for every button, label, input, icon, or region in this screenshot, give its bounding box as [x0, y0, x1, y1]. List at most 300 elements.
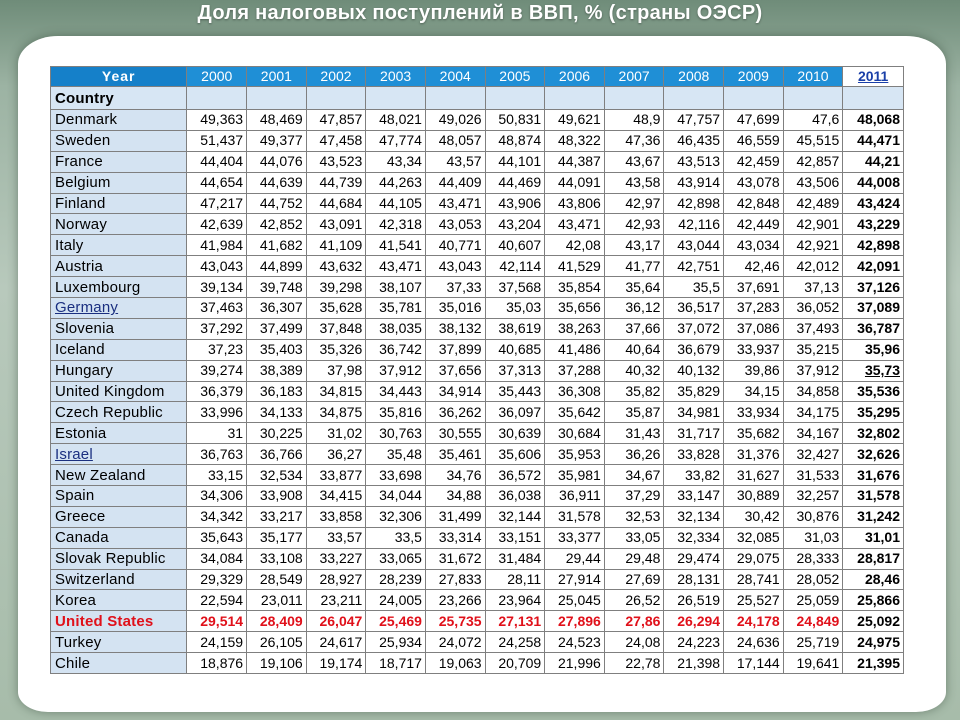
value-cell: 25,092 — [843, 611, 904, 632]
empty-cell — [604, 87, 664, 110]
value-cell: 43,471 — [425, 193, 485, 214]
empty-cell — [187, 87, 247, 110]
value-cell: 25,719 — [783, 632, 843, 653]
year-header: 2006 — [545, 67, 605, 87]
value-cell: 18,717 — [366, 653, 426, 674]
value-cell: 31,578 — [843, 486, 904, 507]
value-cell: 33,828 — [664, 444, 724, 465]
value-cell: 31,01 — [843, 527, 904, 548]
value-cell: 48,021 — [366, 110, 426, 131]
year-header: 2000 — [187, 67, 247, 87]
tax-revenue-table — [50, 66, 904, 674]
value-cell: 31,376 — [724, 444, 784, 465]
value-cell: 37,848 — [306, 318, 366, 339]
value-cell: 30,763 — [366, 423, 426, 444]
value-cell: 24,523 — [545, 632, 605, 653]
value-cell: 32,427 — [783, 444, 843, 465]
value-cell: 40,132 — [664, 360, 724, 381]
value-cell: 47,458 — [306, 130, 366, 151]
value-cell: 37,23 — [187, 339, 247, 360]
value-cell: 28,741 — [724, 569, 784, 590]
table-row — [51, 444, 904, 465]
value-cell: 37,912 — [366, 360, 426, 381]
table-row — [51, 339, 904, 360]
value-cell: 40,64 — [604, 339, 664, 360]
value-cell: 49,363 — [187, 110, 247, 131]
country-name: Luxembourg — [51, 277, 187, 298]
value-cell: 33,147 — [664, 486, 724, 507]
value-cell: 34,342 — [187, 506, 247, 527]
table-row — [51, 402, 904, 423]
value-cell: 37,313 — [485, 360, 545, 381]
value-cell: 33,937 — [724, 339, 784, 360]
value-cell: 44,091 — [545, 172, 605, 193]
value-cell: 48,469 — [247, 110, 307, 131]
value-cell: 29,075 — [724, 548, 784, 569]
empty-cell — [247, 87, 307, 110]
value-cell: 37,493 — [783, 318, 843, 339]
value-cell: 34,167 — [783, 423, 843, 444]
value-cell: 33,82 — [664, 465, 724, 486]
country-name: Norway — [51, 214, 187, 235]
country-name: Switzerland — [51, 569, 187, 590]
value-cell: 36,766 — [247, 444, 307, 465]
value-cell: 35,643 — [187, 527, 247, 548]
country-name: Slovenia — [51, 318, 187, 339]
value-cell: 42,93 — [604, 214, 664, 235]
value-cell: 28,409 — [247, 611, 307, 632]
empty-cell — [843, 87, 904, 110]
value-cell: 43,043 — [187, 256, 247, 277]
value-cell: 36,183 — [247, 381, 307, 402]
value-cell: 37,912 — [783, 360, 843, 381]
value-cell: 37,33 — [425, 277, 485, 298]
year-corner-label: Year — [51, 67, 187, 87]
value-cell: 25,866 — [843, 590, 904, 611]
value-cell: 28,052 — [783, 569, 843, 590]
year-header: 2007 — [604, 67, 664, 87]
value-cell: 43,906 — [485, 193, 545, 214]
value-cell: 44,263 — [366, 172, 426, 193]
value-cell: 44,469 — [485, 172, 545, 193]
value-cell: 29,44 — [545, 548, 605, 569]
value-cell: 36,038 — [485, 486, 545, 507]
value-cell: 35,443 — [485, 381, 545, 402]
value-cell: 36,12 — [604, 298, 664, 319]
value-cell: 35,403 — [247, 339, 307, 360]
value-cell: 26,047 — [306, 611, 366, 632]
value-cell: 47,699 — [724, 110, 784, 131]
empty-cell — [425, 87, 485, 110]
value-cell: 37,072 — [664, 318, 724, 339]
value-cell: 29,474 — [664, 548, 724, 569]
value-cell: 26,519 — [664, 590, 724, 611]
country-name: Canada — [51, 527, 187, 548]
value-cell: 27,131 — [485, 611, 545, 632]
title-band — [0, 0, 960, 40]
value-cell: 24,258 — [485, 632, 545, 653]
value-cell: 44,471 — [843, 130, 904, 151]
year-header: 2010 — [783, 67, 843, 87]
value-cell: 24,159 — [187, 632, 247, 653]
value-cell: 31,533 — [783, 465, 843, 486]
value-cell: 43,471 — [545, 214, 605, 235]
value-cell: 42,449 — [724, 214, 784, 235]
value-cell: 27,914 — [545, 569, 605, 590]
value-cell: 25,059 — [783, 590, 843, 611]
year-header: 2001 — [247, 67, 307, 87]
value-cell: 35,326 — [306, 339, 366, 360]
year-header-2011[interactable]: 2011 — [843, 67, 904, 87]
value-cell: 44,101 — [485, 151, 545, 172]
table-row — [51, 360, 904, 381]
value-cell: 36,308 — [545, 381, 605, 402]
value-cell: 42,898 — [843, 235, 904, 256]
value-cell: 31,484 — [485, 548, 545, 569]
value-cell: 38,263 — [545, 318, 605, 339]
country-name: Austria — [51, 256, 187, 277]
value-cell: 30,555 — [425, 423, 485, 444]
table-row — [51, 486, 904, 507]
value-cell: 42,751 — [664, 256, 724, 277]
value-cell: 31,02 — [306, 423, 366, 444]
value-cell: 35,5 — [664, 277, 724, 298]
value-cell: 35,461 — [425, 444, 485, 465]
value-cell: 44,639 — [247, 172, 307, 193]
empty-cell — [485, 87, 545, 110]
table-row — [51, 548, 904, 569]
value-cell: 36,27 — [306, 444, 366, 465]
value-cell: 43,034 — [724, 235, 784, 256]
country-name: Greece — [51, 506, 187, 527]
value-cell: 31,242 — [843, 506, 904, 527]
value-cell: 40,32 — [604, 360, 664, 381]
table-row — [51, 381, 904, 402]
table-row — [51, 632, 904, 653]
value-cell: 31,578 — [545, 506, 605, 527]
value-cell: 29,514 — [187, 611, 247, 632]
value-cell: 36,097 — [485, 402, 545, 423]
value-cell: 38,035 — [366, 318, 426, 339]
value-cell: 40,607 — [485, 235, 545, 256]
empty-cell — [664, 87, 724, 110]
value-cell: 31 — [187, 423, 247, 444]
value-cell: 32,144 — [485, 506, 545, 527]
value-cell: 25,469 — [366, 611, 426, 632]
value-cell: 32,334 — [664, 527, 724, 548]
value-cell: 36,911 — [545, 486, 605, 507]
country-name: Korea — [51, 590, 187, 611]
table-row — [51, 298, 904, 319]
value-cell: 27,833 — [425, 569, 485, 590]
value-cell: 33,227 — [306, 548, 366, 569]
value-cell: 43,513 — [664, 151, 724, 172]
value-cell: 29,329 — [187, 569, 247, 590]
value-cell: 32,306 — [366, 506, 426, 527]
value-cell: 35,96 — [843, 339, 904, 360]
value-cell: 38,132 — [425, 318, 485, 339]
value-cell: 43,523 — [306, 151, 366, 172]
value-cell: 36,517 — [664, 298, 724, 319]
value-cell: 37,13 — [783, 277, 843, 298]
value-cell: 33,5 — [366, 527, 426, 548]
value-cell: 35,656 — [545, 298, 605, 319]
value-cell: 41,541 — [366, 235, 426, 256]
value-cell: 31,627 — [724, 465, 784, 486]
value-cell: 43,806 — [545, 193, 605, 214]
value-cell: 36,679 — [664, 339, 724, 360]
value-cell: 37,126 — [843, 277, 904, 298]
value-cell: 28,131 — [664, 569, 724, 590]
value-cell: 28,549 — [247, 569, 307, 590]
value-cell: 19,641 — [783, 653, 843, 674]
value-cell: 43,229 — [843, 214, 904, 235]
country-name: Turkey — [51, 632, 187, 653]
value-cell: 42,46 — [724, 256, 784, 277]
value-cell: 47,774 — [366, 130, 426, 151]
table-row — [51, 172, 904, 193]
value-cell: 47,6 — [783, 110, 843, 131]
country-name: Czech Republic — [51, 402, 187, 423]
country-name: Estonia — [51, 423, 187, 444]
value-cell: 32,53 — [604, 506, 664, 527]
value-cell: 22,78 — [604, 653, 664, 674]
value-cell: 36,572 — [485, 465, 545, 486]
value-cell: 42,639 — [187, 214, 247, 235]
value-cell: 31,717 — [664, 423, 724, 444]
value-cell: 34,914 — [425, 381, 485, 402]
empty-cell — [306, 87, 366, 110]
value-cell: 42,489 — [783, 193, 843, 214]
value-cell: 30,889 — [724, 486, 784, 507]
value-cell: 42,848 — [724, 193, 784, 214]
country-name: Denmark — [51, 110, 187, 131]
value-cell: 34,443 — [366, 381, 426, 402]
value-cell: 35,48 — [366, 444, 426, 465]
value-cell: 41,486 — [545, 339, 605, 360]
value-cell: 35,03 — [485, 298, 545, 319]
value-cell: 47,757 — [664, 110, 724, 131]
country-column-label: Country — [51, 87, 187, 110]
value-cell: 31,43 — [604, 423, 664, 444]
table-row — [51, 130, 904, 151]
value-cell: 41,77 — [604, 256, 664, 277]
value-cell: 25,934 — [366, 632, 426, 653]
value-cell: 26,52 — [604, 590, 664, 611]
value-cell: 37,292 — [187, 318, 247, 339]
value-cell: 47,217 — [187, 193, 247, 214]
value-cell: 34,084 — [187, 548, 247, 569]
value-cell: 43,424 — [843, 193, 904, 214]
value-cell: 46,435 — [664, 130, 724, 151]
value-cell: 31,672 — [425, 548, 485, 569]
value-cell: 48,068 — [843, 110, 904, 131]
value-cell: 37,98 — [306, 360, 366, 381]
value-cell: 24,849 — [783, 611, 843, 632]
value-cell: 35,781 — [366, 298, 426, 319]
table-row — [51, 214, 904, 235]
value-cell: 24,617 — [306, 632, 366, 653]
value-cell: 40,685 — [485, 339, 545, 360]
value-cell: 41,984 — [187, 235, 247, 256]
value-cell: 44,105 — [366, 193, 426, 214]
value-cell: 29,48 — [604, 548, 664, 569]
value-cell: 26,294 — [664, 611, 724, 632]
value-cell: 35,64 — [604, 277, 664, 298]
value-cell: 35,536 — [843, 381, 904, 402]
value-cell: 33,877 — [306, 465, 366, 486]
value-cell: 22,594 — [187, 590, 247, 611]
value-cell: 43,17 — [604, 235, 664, 256]
value-cell: 37,899 — [425, 339, 485, 360]
value-cell: 48,874 — [485, 130, 545, 151]
value-cell: 51,437 — [187, 130, 247, 151]
value-cell: 26,105 — [247, 632, 307, 653]
value-cell: 44,739 — [306, 172, 366, 193]
value-cell: 43,204 — [485, 214, 545, 235]
value-cell: 39,298 — [306, 277, 366, 298]
year-header: 2004 — [425, 67, 485, 87]
country-name: Sweden — [51, 130, 187, 151]
value-cell: 35,606 — [485, 444, 545, 465]
country-name[interactable]: Germany — [51, 298, 187, 319]
value-cell: 39,748 — [247, 277, 307, 298]
value-cell: 17,144 — [724, 653, 784, 674]
value-cell: 36,742 — [366, 339, 426, 360]
value-cell: 36,379 — [187, 381, 247, 402]
value-cell: 34,88 — [425, 486, 485, 507]
value-cell: 34,175 — [783, 402, 843, 423]
value-cell: 33,908 — [247, 486, 307, 507]
value-cell: 27,896 — [545, 611, 605, 632]
value-cell: 48,057 — [425, 130, 485, 151]
value-cell: 33,858 — [306, 506, 366, 527]
table-row — [51, 569, 904, 590]
table-row — [51, 193, 904, 214]
value-cell: 36,262 — [425, 402, 485, 423]
value-cell: 34,981 — [664, 402, 724, 423]
value-cell: 21,395 — [843, 653, 904, 674]
value-cell: 37,656 — [425, 360, 485, 381]
value-cell: 43,67 — [604, 151, 664, 172]
empty-cell — [783, 87, 843, 110]
value-cell: 33,377 — [545, 527, 605, 548]
value-cell: 43,053 — [425, 214, 485, 235]
value-cell: 48,322 — [545, 130, 605, 151]
value-cell: 28,11 — [485, 569, 545, 590]
value-cell: 24,08 — [604, 632, 664, 653]
table-row — [51, 277, 904, 298]
value-cell: 24,005 — [366, 590, 426, 611]
value-cell: 32,134 — [664, 506, 724, 527]
value-cell: 25,527 — [724, 590, 784, 611]
value-cell: 37,283 — [724, 298, 784, 319]
value-cell: 36,26 — [604, 444, 664, 465]
country-name: Spain — [51, 486, 187, 507]
table-row — [51, 527, 904, 548]
value-cell: 37,691 — [724, 277, 784, 298]
value-cell: 33,15 — [187, 465, 247, 486]
country-header-row — [51, 87, 904, 110]
value-cell: 30,225 — [247, 423, 307, 444]
value-cell: 42,97 — [604, 193, 664, 214]
value-cell: 49,026 — [425, 110, 485, 131]
value-cell: 42,921 — [783, 235, 843, 256]
value-cell: 24,975 — [843, 632, 904, 653]
value-cell: 43,914 — [664, 172, 724, 193]
value-cell: 34,306 — [187, 486, 247, 507]
value-cell: 42,012 — [783, 256, 843, 277]
value-cell: 50,831 — [485, 110, 545, 131]
country-name: Iceland — [51, 339, 187, 360]
value-cell: 20,709 — [485, 653, 545, 674]
value-cell: 35,829 — [664, 381, 724, 402]
value-cell: 34,858 — [783, 381, 843, 402]
value-cell: 24,636 — [724, 632, 784, 653]
value-cell: 33,996 — [187, 402, 247, 423]
country-name: United States — [51, 611, 187, 632]
country-name: New Zealand — [51, 465, 187, 486]
value-cell: 41,529 — [545, 256, 605, 277]
value-cell: 28,333 — [783, 548, 843, 569]
table-body — [51, 87, 904, 674]
value-cell: 33,151 — [485, 527, 545, 548]
country-name[interactable]: Israel — [51, 444, 187, 465]
value-cell: 33,934 — [724, 402, 784, 423]
value-cell: 33,314 — [425, 527, 485, 548]
value-cell: 42,116 — [664, 214, 724, 235]
table-row — [51, 506, 904, 527]
value-cell: 35,682 — [724, 423, 784, 444]
value-cell: 35,628 — [306, 298, 366, 319]
value-cell: 30,42 — [724, 506, 784, 527]
value-cell: 36,307 — [247, 298, 307, 319]
year-header: 2009 — [724, 67, 784, 87]
value-cell: 19,063 — [425, 653, 485, 674]
value-cell: 44,008 — [843, 172, 904, 193]
value-cell: 32,257 — [783, 486, 843, 507]
value-cell: 23,211 — [306, 590, 366, 611]
value-cell: 43,58 — [604, 172, 664, 193]
value-cell: 44,21 — [843, 151, 904, 172]
value-cell: 28,46 — [843, 569, 904, 590]
value-cell: 25,045 — [545, 590, 605, 611]
value-cell: 21,398 — [664, 653, 724, 674]
value-cell: 43,57 — [425, 151, 485, 172]
value-cell: 35,816 — [366, 402, 426, 423]
value-cell: 48,9 — [604, 110, 664, 131]
value-cell: 36,052 — [783, 298, 843, 319]
country-name: Belgium — [51, 172, 187, 193]
country-name: United Kingdom — [51, 381, 187, 402]
value-cell: 19,106 — [247, 653, 307, 674]
value-cell: 44,404 — [187, 151, 247, 172]
value-cell: 40,771 — [425, 235, 485, 256]
value-cell: 37,499 — [247, 318, 307, 339]
value-cell: 35,953 — [545, 444, 605, 465]
year-header: 2005 — [485, 67, 545, 87]
value-cell: 34,15 — [724, 381, 784, 402]
value-cell: 39,86 — [724, 360, 784, 381]
table-row — [51, 151, 904, 172]
table-row — [51, 590, 904, 611]
value-cell: 37,568 — [485, 277, 545, 298]
country-name: Finland — [51, 193, 187, 214]
value-cell: 19,174 — [306, 653, 366, 674]
value-cell: 35,016 — [425, 298, 485, 319]
value-cell: 42,091 — [843, 256, 904, 277]
table-row — [51, 465, 904, 486]
